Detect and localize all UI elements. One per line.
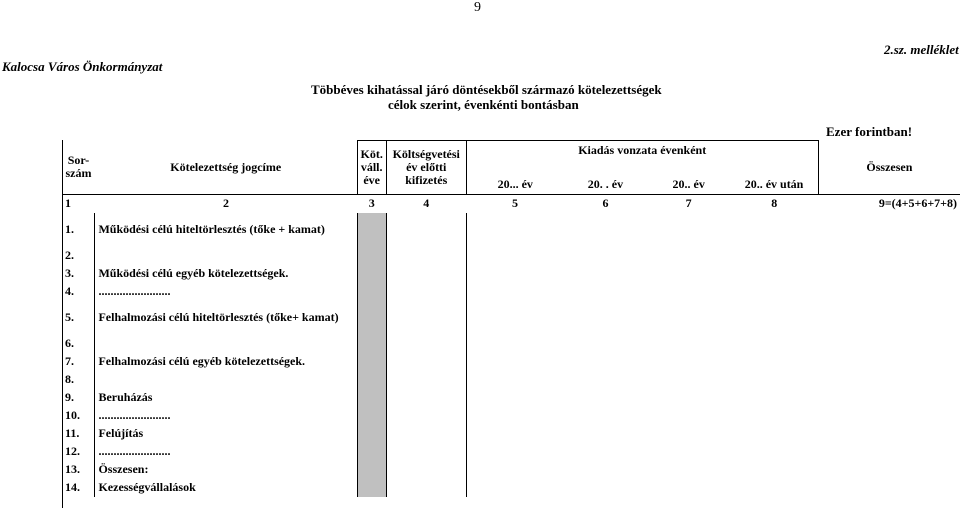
value-cell — [730, 335, 818, 353]
value-cell — [564, 389, 647, 407]
header-year-2: 20. . év — [587, 176, 624, 191]
value-cell — [647, 247, 730, 265]
table-row — [62, 283, 960, 301]
value-cell — [730, 371, 818, 389]
value-cell — [818, 443, 960, 461]
row-number: 12. — [62, 443, 95, 461]
table-row — [62, 353, 960, 371]
value-cell — [730, 353, 818, 371]
row-label: Felhalmozási célú egyéb kötelezettségek. — [98, 354, 306, 368]
colnum-7: 7 — [647, 195, 730, 213]
value-cell — [647, 461, 730, 479]
shaded-cell — [357, 353, 386, 371]
row-label — [95, 371, 357, 389]
value-cell — [564, 407, 647, 425]
row-label: Működési célú egyéb kötelezettségek. — [98, 266, 289, 280]
table-row — [62, 407, 960, 425]
value-cell — [466, 265, 564, 283]
value-cell — [818, 283, 960, 301]
value-cell — [466, 283, 564, 301]
colnum-8: 8 — [730, 195, 818, 213]
shaded-cell — [357, 213, 386, 247]
value-cell — [466, 389, 564, 407]
value-cell — [818, 407, 960, 425]
title-line-1: Többéves kihatással járó döntésekből származó kötelezettségek — [311, 82, 662, 97]
page-number: 9 — [474, 0, 481, 15]
table-row — [62, 247, 960, 265]
row-number: 11. — [62, 425, 95, 443]
table-row — [62, 389, 960, 407]
value-cell — [466, 407, 564, 425]
value-cell — [386, 479, 466, 497]
value-cell — [730, 247, 818, 265]
value-cell — [386, 443, 466, 461]
row-number: 7. — [62, 353, 95, 371]
shaded-cell — [357, 425, 386, 443]
row-number: 10. — [62, 407, 95, 425]
value-cell — [386, 213, 466, 247]
shaded-cell — [357, 407, 386, 425]
value-cell — [730, 407, 818, 425]
colnum-6: 6 — [564, 195, 647, 213]
value-cell — [386, 389, 466, 407]
colnum-9: 9=(4+5+6+7+8) — [818, 195, 960, 213]
header-kot-vall-eve: Köt. váll. éve — [357, 141, 386, 195]
value-cell — [730, 461, 818, 479]
value-cell — [466, 335, 564, 353]
header-kiadas-group: Kiadás vonzata évenként — [466, 141, 818, 161]
header-year-1: 20... év — [466, 175, 564, 195]
value-cell — [564, 461, 647, 479]
value-cell — [386, 371, 466, 389]
value-cell — [647, 301, 730, 335]
value-cell — [386, 301, 466, 335]
value-cell — [564, 371, 647, 389]
value-cell — [647, 371, 730, 389]
shaded-cell — [357, 301, 386, 335]
commitments-table — [62, 140, 960, 497]
row-number: 5. — [62, 301, 95, 335]
value-cell — [386, 335, 466, 353]
left-border — [62, 140, 63, 508]
value-cell — [818, 247, 960, 265]
value-cell — [564, 335, 647, 353]
value-cell — [386, 461, 466, 479]
value-cell — [386, 265, 466, 283]
row-label: Összesen: — [98, 462, 149, 476]
colnum-1: 1 — [62, 195, 95, 213]
table-row — [62, 479, 960, 497]
value-cell — [386, 353, 466, 371]
row-label: ........................ — [98, 408, 171, 422]
value-cell — [647, 479, 730, 497]
value-cell — [647, 213, 730, 247]
row-label: Felhalmozási célú hiteltörlesztés (tőke+ kamat) — [98, 310, 339, 324]
value-cell — [466, 425, 564, 443]
shaded-cell — [357, 461, 386, 479]
value-cell — [730, 479, 818, 497]
shaded-cell — [357, 443, 386, 461]
row-number: 1. — [62, 213, 95, 247]
table-row — [62, 265, 960, 283]
row-label: ........................ — [98, 444, 171, 458]
shaded-cell — [357, 371, 386, 389]
header-sorszam: Sor- szám — [65, 153, 92, 181]
value-cell — [730, 389, 818, 407]
title-line-2: célok szerint, évenkénti bontásban — [388, 97, 579, 112]
value-cell — [818, 213, 960, 247]
value-cell — [818, 335, 960, 353]
value-cell — [564, 213, 647, 247]
value-cell — [564, 265, 647, 283]
value-cell — [564, 283, 647, 301]
row-number: 3. — [62, 265, 95, 283]
value-cell — [647, 265, 730, 283]
header-jogcim: Kötelezettség jogcíme — [170, 159, 282, 174]
header-koltsegvetesi: Költségvetési év előtti kifizetés — [386, 141, 466, 195]
value-cell — [818, 371, 960, 389]
value-cell — [647, 443, 730, 461]
row-label — [95, 247, 357, 265]
organization-name: Kalocsa Város Önkormányzat — [2, 59, 163, 74]
table-row — [62, 371, 960, 389]
value-cell — [564, 353, 647, 371]
value-cell — [564, 301, 647, 335]
row-label: ........................ — [98, 284, 171, 298]
value-cell — [466, 353, 564, 371]
value-cell — [564, 479, 647, 497]
row-label: Kezességvállalások — [98, 480, 196, 494]
header-year-4: 20.. év után — [744, 176, 804, 191]
value-cell — [647, 283, 730, 301]
value-cell — [647, 407, 730, 425]
header-year-3: 20.. év — [672, 176, 705, 191]
table-row — [62, 213, 960, 247]
row-label: Működési célú hiteltörlesztés (tőke + kamat) — [98, 222, 325, 236]
value-cell — [818, 265, 960, 283]
value-cell — [386, 283, 466, 301]
value-cell — [564, 443, 647, 461]
value-cell — [818, 353, 960, 371]
annex-label: 2.sz. melléklet — [884, 42, 959, 57]
value-cell — [730, 443, 818, 461]
table-row — [62, 425, 960, 443]
value-cell — [730, 425, 818, 443]
row-number: 6. — [62, 335, 95, 353]
value-cell — [564, 247, 647, 265]
value-cell — [466, 479, 564, 497]
row-number: 4. — [62, 283, 95, 301]
colnum-4: 4 — [386, 195, 466, 213]
table-row — [62, 443, 960, 461]
row-number: 8. — [62, 371, 95, 389]
value-cell — [386, 407, 466, 425]
value-cell — [466, 247, 564, 265]
row-label: Felújítás — [98, 426, 144, 440]
header-osszesen: Összesen — [818, 141, 960, 195]
row-number: 2. — [62, 247, 95, 265]
value-cell — [818, 461, 960, 479]
value-cell — [647, 425, 730, 443]
value-cell — [386, 425, 466, 443]
shaded-cell — [357, 335, 386, 353]
shaded-cell — [357, 479, 386, 497]
row-number: 14. — [62, 479, 95, 497]
value-cell — [730, 265, 818, 283]
value-cell — [818, 479, 960, 497]
value-cell — [818, 301, 960, 335]
column-number-row — [62, 195, 960, 213]
colnum-5: 5 — [466, 195, 564, 213]
row-number: 9. — [62, 389, 95, 407]
value-cell — [466, 301, 564, 335]
value-cell — [466, 213, 564, 247]
shaded-cell — [357, 247, 386, 265]
value-cell — [647, 389, 730, 407]
table-row — [62, 335, 960, 353]
table-row — [62, 461, 960, 479]
row-number: 13. — [62, 461, 95, 479]
colnum-2: 2 — [95, 195, 357, 213]
value-cell — [466, 443, 564, 461]
value-cell — [818, 425, 960, 443]
value-cell — [466, 461, 564, 479]
value-cell — [647, 335, 730, 353]
value-cell — [730, 283, 818, 301]
value-cell — [818, 389, 960, 407]
header-row-1 — [62, 141, 960, 161]
value-cell — [730, 213, 818, 247]
value-cell — [647, 353, 730, 371]
shaded-cell — [357, 389, 386, 407]
value-cell — [466, 371, 564, 389]
colnum-3: 3 — [357, 195, 386, 213]
shaded-cell — [357, 283, 386, 301]
table-row — [62, 301, 960, 335]
shaded-cell — [357, 265, 386, 283]
value-cell — [730, 301, 818, 335]
row-label — [95, 335, 357, 353]
unit-label: Ezer forintban! — [826, 124, 913, 139]
value-cell — [386, 247, 466, 265]
row-label: Beruházás — [98, 390, 153, 404]
value-cell — [564, 425, 647, 443]
